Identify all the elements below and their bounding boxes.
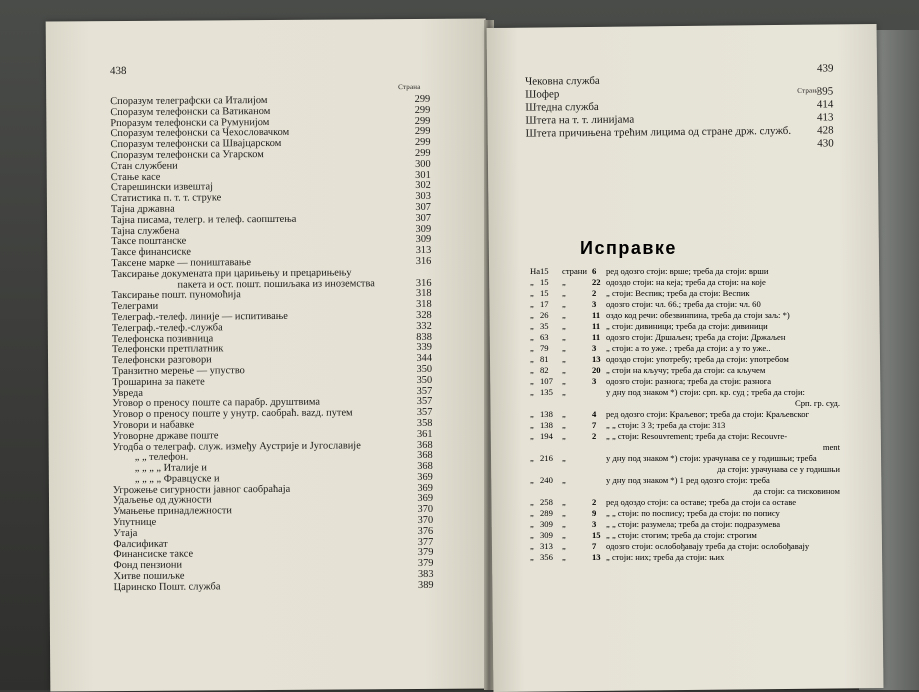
- correction-page: 15: [540, 266, 549, 276]
- correction-line: 15: [592, 530, 601, 540]
- index-entry-text: „ „ телефон.: [134, 451, 189, 464]
- index-entry-page: 309: [415, 223, 432, 235]
- index-entry-page: 301: [415, 169, 431, 181]
- correction-prefix: „: [530, 552, 534, 562]
- correction-word: „: [562, 376, 566, 386]
- correction-prefix: „: [530, 530, 534, 540]
- correction-prefix: „: [530, 332, 534, 342]
- correction-row: [530, 387, 860, 398]
- index-entry-page: 299: [414, 147, 431, 159]
- correction-line: 11: [592, 332, 601, 342]
- correction-row: [530, 321, 860, 332]
- correction-page: 82: [540, 365, 549, 375]
- correction-row: [530, 376, 860, 387]
- correction-row: [530, 453, 860, 464]
- correction-continuation: [530, 442, 860, 453]
- index-entry-text: Таксе финансиске: [111, 246, 191, 259]
- index-entry-text: Споразум телеграфски са Италијом: [110, 94, 268, 108]
- index-entry-page: 368: [417, 460, 433, 473]
- correction-text: одоздо стоји: на кеја; треба да стоји: на које: [606, 277, 766, 287]
- correction-prefix: „: [530, 288, 534, 298]
- correction-prefix: „: [530, 431, 534, 441]
- correction-page: 194: [540, 431, 553, 441]
- index-entry: [114, 581, 434, 594]
- index-list-left: [110, 95, 433, 594]
- index-entry-text: Шофер: [525, 88, 560, 101]
- index-entry-text: Таксене марке — поништавање: [111, 257, 251, 270]
- index-entry-text: Утаја: [113, 527, 138, 539]
- correction-page: 138: [540, 409, 553, 419]
- index-entry-page: 379: [417, 547, 434, 559]
- index-entry-text: Таксирање пошт. пуномоћија: [111, 289, 241, 302]
- correction-text: „ „ стоји: 3 3; треба да стоји: 313: [606, 420, 726, 430]
- correction-text: „ „ стоји: разумела; треба да стоји: подразумева: [606, 519, 781, 529]
- correction-prefix: „: [530, 508, 534, 518]
- correction-word: „: [562, 420, 566, 430]
- index-entry-page: 379: [417, 558, 434, 570]
- correction-word: „: [562, 365, 566, 375]
- index-entry-text: Стан службени: [110, 160, 178, 172]
- index-entry-page: 413: [816, 111, 834, 124]
- index-entry-page: 369: [417, 482, 433, 494]
- index-entry-page: 299: [414, 137, 431, 149]
- correction-line: 11: [592, 321, 601, 331]
- correction-text: одозго стоји: ослобођавају треба да стоји: ослобођавају: [606, 541, 810, 551]
- correction-row: [530, 431, 860, 442]
- index-entry-text: Упутнице: [113, 516, 157, 529]
- correction-row: [530, 299, 860, 310]
- index-entry-text: Споразум телефонски са Угарском: [110, 149, 264, 162]
- correction-text: одозго стоји: Дршаљен; треба да стоји: Држаљен: [606, 332, 786, 342]
- correction-line: 7: [592, 541, 597, 551]
- correction-line: 9: [592, 508, 597, 518]
- index-entry-text: Таксирање докумената при царињењу и прецарињењу: [111, 267, 352, 280]
- index-entry-text: Споразум телефонски са Швајцарском: [110, 138, 282, 151]
- correction-word: „: [562, 519, 566, 529]
- correction-row: [530, 354, 860, 365]
- correction-prefix: „: [530, 420, 534, 430]
- correction-page: 26: [540, 310, 549, 320]
- correction-prefix: „: [530, 354, 534, 364]
- index-entry-text: Умањење принадлежности: [113, 505, 233, 518]
- correction-word: „: [562, 552, 566, 562]
- index-entry-page: 370: [417, 504, 434, 516]
- correction-text: ment: [822, 442, 840, 452]
- correction-text: „ стоји: Веспик; треба да стоји: Веспик: [606, 288, 750, 298]
- correction-row: [530, 310, 860, 321]
- correction-continuation: [530, 486, 860, 497]
- index-entry-page: 328: [416, 309, 432, 321]
- correction-line: 20: [592, 365, 601, 375]
- index-entry-page: 318: [415, 288, 432, 300]
- correction-word: „: [562, 321, 566, 331]
- correction-text: одоздо стоји: употребу; треба да стоји: употребом: [606, 354, 789, 364]
- correction-prefix: „: [530, 519, 534, 529]
- correction-continuation: [530, 398, 860, 409]
- index-entry-page: 377: [417, 536, 434, 548]
- index-entry-page: 299: [414, 104, 431, 116]
- left-page: [46, 18, 491, 691]
- index-entry-text: „ „ „ „ Италије и: [134, 462, 207, 475]
- index-entry-text: Телеграми: [111, 300, 159, 313]
- correction-text: „ „ стоји: стогим; треба да стоји: строгим: [606, 530, 757, 540]
- correction-line: 11: [592, 310, 601, 320]
- correction-word: „: [562, 541, 566, 551]
- correction-prefix: „: [530, 310, 534, 320]
- index-entry-text: „ „ „ „ Фравцуске и: [134, 473, 220, 485]
- index-entry-page: 383: [417, 568, 434, 581]
- index-entry-text: пакета и ост. пошт. пошиљака из иноземства: [177, 277, 375, 291]
- index-entry-page: 368: [416, 439, 433, 451]
- index-entry-page: 357: [416, 406, 433, 419]
- index-list-right: [525, 72, 834, 153]
- correction-text: у дну под знаком *) стоји: срп. кр. суд ; треба да стоји:: [606, 387, 805, 397]
- correction-prefix: „: [530, 453, 534, 463]
- correction-row: [530, 475, 860, 486]
- index-entry-text: Хитве пошиљке: [113, 570, 185, 583]
- index-entry-text: Уговор о преносу поште са парабр. друштвима: [112, 396, 321, 410]
- index-entry-text: Трошарина за пакете: [112, 376, 205, 388]
- correction-text: ред одоздо стоји: са оставе; треба да стоји са оставе: [606, 497, 797, 507]
- correction-page: 81: [540, 354, 549, 364]
- correction-word: „: [562, 508, 566, 518]
- index-entry-page: 299: [414, 93, 431, 105]
- correction-text: „ „ стоји: Resouvrement; треба да стоји: Recouvre-: [606, 431, 788, 441]
- index-entry-page: 300: [415, 158, 431, 170]
- index-entry-text: Телефонска позивница: [111, 332, 214, 345]
- correction-text: одозго стоји: разнога; треба да стоји: разнога: [606, 376, 772, 386]
- correction-page: 258: [540, 497, 553, 507]
- corrections-title: Исправке: [580, 238, 677, 258]
- correction-prefix: „: [530, 409, 534, 419]
- correction-prefix: „: [530, 497, 534, 507]
- correction-line: 7: [592, 420, 597, 430]
- correction-page: 15: [540, 288, 549, 298]
- correction-word: „: [562, 332, 566, 342]
- correction-row: [530, 552, 860, 563]
- correction-line: 6: [592, 266, 597, 276]
- index-entry-page: 357: [416, 385, 433, 397]
- index-entry-text: Увреда: [112, 387, 143, 399]
- correction-page: 289: [540, 508, 553, 518]
- column-header-right: Страна: [797, 86, 820, 95]
- index-entry-page: 361: [416, 428, 433, 440]
- correction-line: 2: [592, 431, 597, 441]
- correction-word: „: [562, 343, 566, 353]
- correction-row: [530, 277, 860, 288]
- correction-text: „ стоји: них; треба да стоји: њих: [606, 552, 725, 562]
- index-entry-page: 838: [416, 331, 432, 343]
- index-entry-page: 368: [417, 450, 433, 462]
- correction-word: страни: [562, 266, 587, 276]
- correction-page: 309: [540, 530, 553, 540]
- correction-word: „: [562, 299, 566, 309]
- index-entry-text: Таксе поштанске: [111, 235, 187, 248]
- correction-line: 3: [592, 376, 597, 386]
- correction-text: Срп. гр. суд.: [794, 398, 840, 408]
- correction-word: „: [562, 387, 566, 397]
- correction-text: ред одозго стоји: врше; треба да стоји: врши: [606, 266, 769, 276]
- index-entry-text: Рпоразум телефонски са Румунијом: [110, 116, 270, 129]
- index-entry-page: 303: [415, 191, 431, 203]
- index-entry-page: 350: [416, 374, 433, 386]
- index-entry-page: 316: [415, 277, 432, 289]
- correction-page: 240: [540, 475, 553, 485]
- correction-prefix: „: [530, 541, 534, 551]
- index-entry-page: 357: [416, 396, 433, 408]
- correction-text: да стоји: са тисковином: [753, 486, 840, 496]
- correction-page: 309: [540, 519, 553, 529]
- correction-text: одозго стоји: чл. 66.; треба да стоји: чл. 60: [606, 299, 761, 309]
- index-entry-text: Штедна служба: [525, 100, 599, 114]
- correction-text: „ стоји на кључу; треба да стоји: са кључем: [606, 365, 766, 375]
- correction-row: [530, 288, 860, 299]
- index-entry-page: 332: [416, 320, 432, 332]
- correction-word: „: [562, 475, 566, 485]
- correction-row: [530, 343, 860, 354]
- index-entry-text: Тајна писама, телегр. и телеф. саопштења: [111, 213, 297, 226]
- column-header-left: Страна: [398, 82, 421, 92]
- correction-line: 2: [592, 497, 597, 507]
- correction-prefix: „: [530, 299, 534, 309]
- index-entry-page: 414: [816, 98, 834, 111]
- correction-word: „: [562, 310, 566, 320]
- index-entry-page: 313: [415, 245, 432, 257]
- index-entry-page: 350: [416, 363, 433, 375]
- correction-line: 4: [592, 409, 597, 419]
- corrections-list: [530, 266, 860, 563]
- index-entry-text: Споразум телефонски са Чехословачком: [110, 127, 290, 140]
- correction-row: [530, 409, 860, 420]
- correction-row: [530, 332, 860, 343]
- correction-continuation: [530, 464, 860, 475]
- index-entry-text: Тајна службена: [111, 225, 180, 237]
- correction-text: ред одозго стоји: Краљевог; треба да стоји: Краљевског: [606, 409, 810, 419]
- correction-prefix: На: [530, 266, 541, 276]
- index-entry-page: 358: [416, 417, 433, 429]
- index-entry-text: Фалсификат: [113, 538, 168, 550]
- index-entry-text: Финансиске таксе: [113, 548, 194, 561]
- correction-prefix: „: [530, 321, 534, 331]
- correction-page: 63: [540, 332, 549, 342]
- correction-page: 35: [540, 321, 549, 331]
- correction-row: [530, 497, 860, 508]
- correction-word: „: [562, 354, 566, 364]
- index-entry-page: 369: [417, 471, 433, 483]
- index-entry-page: 344: [416, 352, 433, 365]
- correction-page: 216: [540, 453, 553, 463]
- correction-prefix: „: [530, 277, 534, 287]
- index-entry-text: Уговорне државе поште: [112, 430, 219, 442]
- index-entry-text: Телефонски разговори: [111, 354, 212, 367]
- index-entry: [526, 137, 834, 153]
- correction-line: 2: [592, 288, 597, 298]
- index-entry-page: 339: [416, 342, 432, 354]
- correction-line: 13: [592, 354, 601, 364]
- correction-text: оздо код речи: обезвинпина, треба да стоји заљ: *): [606, 310, 790, 320]
- correction-page: 135: [540, 387, 553, 397]
- correction-text: „ „ стоји: по поспису; треба да стоји: по попису: [606, 508, 780, 518]
- correction-word: „: [562, 288, 566, 298]
- index-entry-page: 302: [415, 180, 431, 192]
- index-entry-page: 428: [817, 124, 834, 137]
- correction-row: [530, 530, 860, 541]
- correction-word: „: [562, 497, 566, 507]
- correction-text: да стоји: урачунава се у годишњи: [717, 464, 840, 474]
- correction-prefix: „: [530, 365, 534, 375]
- correction-prefix: „: [530, 475, 534, 485]
- correction-text: у дну под знаком *) 1 ред одозго стоји: треба: [606, 475, 770, 485]
- correction-word: „: [562, 431, 566, 441]
- correction-prefix: „: [530, 343, 534, 353]
- correction-page: 79: [540, 343, 549, 353]
- index-entry-text: Чековна служба: [525, 74, 600, 88]
- correction-page: 138: [540, 420, 553, 430]
- index-entry-page: 376: [417, 525, 434, 537]
- correction-prefix: „: [530, 376, 534, 386]
- correction-word: „: [562, 277, 566, 287]
- correction-text: „ стоји: а то уже. ; треба да стоји: а у то уже..: [606, 343, 771, 353]
- correction-word: „: [562, 453, 566, 463]
- correction-line: 13: [592, 552, 601, 562]
- index-entry-page: 369: [417, 493, 434, 505]
- index-entry-text: Уговор о преносу поште у унутр. саобраћ. ваzд. путем: [112, 407, 353, 421]
- index-entry-page: 309: [415, 234, 432, 246]
- correction-page: 313: [540, 541, 553, 551]
- index-entry-text: Споразум телефонски са Ватиканом: [110, 105, 271, 118]
- index-entry-page: 430: [817, 137, 834, 150]
- page-number-left: 438: [109, 64, 127, 78]
- index-entry-text: Статистика п. т. т. струке: [110, 192, 222, 205]
- index-entry-text: Угрожење сигурности јавног саобраћаја: [112, 483, 291, 496]
- index-entry-text: Транзитно мерење — упуство: [112, 365, 245, 378]
- page-number-right: 439: [816, 62, 834, 75]
- index-entry-text: Штета причињена трећим лицима од стране држ. служб.: [525, 124, 792, 140]
- index-entry-page: 370: [417, 514, 434, 527]
- correction-line: 3: [592, 519, 597, 529]
- index-entry-text: Удаљење од дужности: [112, 494, 212, 507]
- correction-text: у дну под знаком *) стоји: урачунава се у годишњи; треба: [606, 453, 817, 463]
- index-entry-text: Штета на т. т. линијама: [525, 113, 635, 127]
- correction-word: „: [562, 530, 566, 540]
- correction-line: 3: [592, 343, 597, 353]
- correction-page: 15: [540, 277, 549, 287]
- index-entry-page: 299: [414, 126, 431, 138]
- correction-row: [530, 508, 860, 519]
- correction-word: „: [562, 409, 566, 419]
- index-entry-page: 307: [415, 201, 432, 213]
- correction-row: [530, 420, 860, 431]
- index-entry-text: Угодба о телеграф. служ. између Аустрије и Југославије: [112, 439, 361, 453]
- correction-page: 17: [540, 299, 549, 309]
- index-entry-text: Старешински извештај: [110, 181, 213, 194]
- index-entry-page: 318: [416, 298, 432, 311]
- correction-page: 356: [540, 552, 553, 562]
- index-entry-text: Уговори и набавке: [112, 419, 195, 431]
- correction-line: 3: [592, 299, 597, 309]
- correction-text: „ стоји: дивиници; треба да стоји: дивиници: [606, 321, 768, 331]
- index-entry-text: Телеграф.-телеф.-служба: [111, 322, 223, 334]
- correction-row: [530, 365, 860, 376]
- index-entry-text: Телефонски претплатник: [111, 343, 224, 356]
- index-entry-text: Телеграф.-телеф. линије — испитивање: [111, 310, 288, 324]
- index-entry-page: 299: [414, 115, 431, 127]
- correction-row: [530, 266, 860, 277]
- index-entry-page: 307: [415, 212, 432, 224]
- correction-prefix: „: [530, 387, 534, 397]
- index-entry-page: 389: [417, 579, 434, 591]
- correction-line: 22: [592, 277, 601, 287]
- correction-page: 107: [540, 376, 553, 386]
- index-entry-text: Царинско Пошт. служба: [113, 581, 221, 593]
- index-entry-text: Стање касе: [110, 171, 161, 183]
- correction-row: [530, 519, 860, 530]
- index-entry-text: Тајна државна: [110, 203, 175, 216]
- index-entry-page: 316: [415, 255, 432, 267]
- index-entry-text: Фонд пензиони: [113, 559, 183, 572]
- index-entry-page: 395: [816, 85, 834, 98]
- correction-row: [530, 541, 860, 552]
